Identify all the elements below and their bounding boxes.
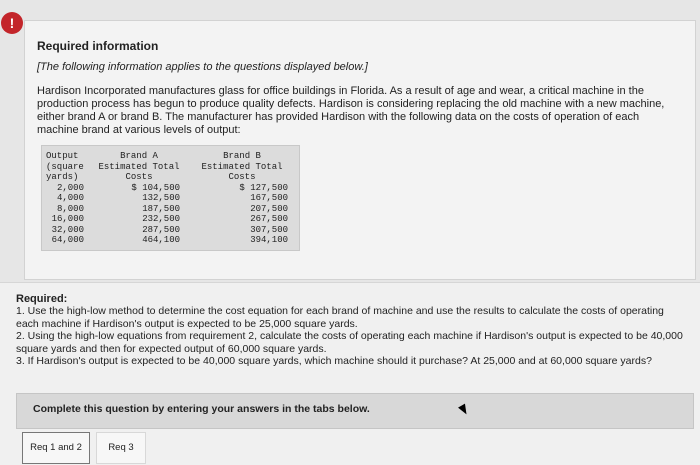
- required-information-heading: Required information: [37, 39, 159, 53]
- brand-b-cost: 307,500: [250, 224, 288, 235]
- brand-b-cost: 267,500: [250, 214, 288, 224]
- brand-a-cost: 187,500: [142, 203, 180, 214]
- question-list: [16, 305, 686, 368]
- instruction-box: [16, 393, 694, 429]
- brand-a-header-line: Estimated Total: [98, 161, 180, 172]
- output-value: 64,000: [51, 235, 84, 245]
- output-value: 32,000: [51, 224, 84, 235]
- output-value: 4,000: [56, 193, 84, 203]
- output-header-line: Output: [46, 151, 79, 161]
- information-note: [The following information applies to the questions displayed below.]: [37, 61, 368, 73]
- brand-b-header-line: Costs: [228, 172, 256, 182]
- required-label: Required:: [16, 293, 68, 305]
- brand-b-cost: 394,100: [250, 235, 288, 245]
- brand-b-header-line: Brand B: [223, 151, 261, 161]
- brand-b-column: [192, 151, 292, 246]
- required-information-panel: [24, 20, 696, 280]
- question-item: 3. If Hardison's output is expected to be 40,000 square yards, which machine should it purchase? At 25,000 and at 60,000 square yards?: [16, 355, 652, 367]
- brand-b-cost: $ 127,500: [239, 182, 288, 193]
- output-header-line: (square: [46, 161, 84, 172]
- brand-a-cost: 232,500: [142, 214, 180, 224]
- output-value: 2,000: [56, 182, 84, 193]
- brand-b-cost: 207,500: [250, 203, 288, 214]
- tab-req-3[interactable]: Req 3: [96, 432, 146, 464]
- brand-a-cost: 287,500: [142, 224, 180, 235]
- brand-a-cost: 464,100: [142, 235, 180, 245]
- output-header-line: yards): [46, 172, 79, 182]
- output-column: [46, 151, 86, 246]
- brand-a-cost: $ 104,500: [131, 182, 180, 193]
- tab-req-1-and-2[interactable]: Req 1 and 2: [22, 432, 90, 464]
- alert-icon: !: [1, 12, 23, 34]
- cost-data-table: [41, 145, 300, 251]
- brand-a-column: [94, 151, 184, 246]
- brand-a-header-line: Brand A: [120, 151, 158, 161]
- brand-a-cost: 132,500: [142, 193, 180, 203]
- brand-b-cost: 167,500: [250, 193, 288, 203]
- brand-a-header-line: Costs: [125, 172, 153, 182]
- question-item: 2. Using the high-low equations from requirement 2, calculate the costs of operating each machine if Hardison's output is expected to be 40,000 square yards and then for expected output of 60,000 square yards.: [16, 330, 683, 355]
- output-value: 8,000: [56, 203, 84, 214]
- output-value: 16,000: [51, 214, 84, 224]
- instruction-text: Complete this question by entering your answers in the tabs below.: [33, 403, 370, 415]
- brand-b-header-line: Estimated Total: [201, 161, 283, 172]
- problem-intro: Hardison Incorporated manufactures glass for office buildings in Florida. As a result of age and wear, a critical machine in the production process has begun to produce quality defects. Hardison is considering replacing the old machine with a new machine, either brand A or brand B. The manufacturer has provided Hardison with the following data on the costs of operation of each machine brand at various levels of output:: [37, 85, 665, 136]
- question-item: 1. Use the high-low method to determine the cost equation for each brand of machine and use the results to calculate the costs of operating each machine if Hardison's output is expected to be 25,000 square yards.: [16, 305, 664, 330]
